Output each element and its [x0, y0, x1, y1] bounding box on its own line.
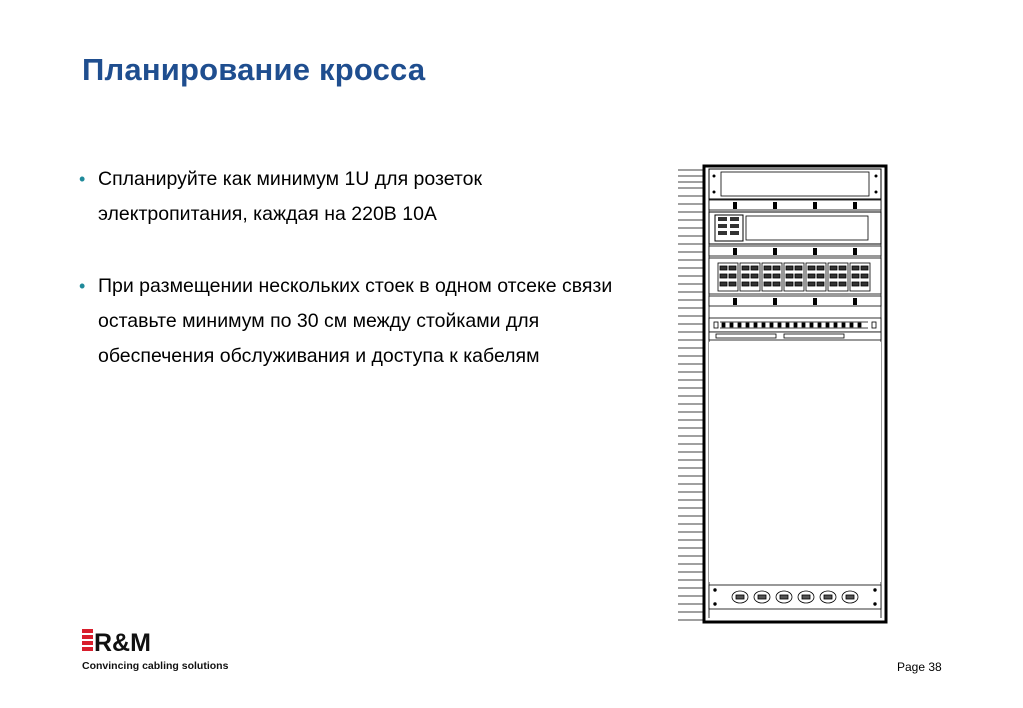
rack-unit-cable-manager: [709, 200, 881, 210]
rack-unit-patch-panel: [709, 258, 881, 294]
rack-unit-blank-panel: [709, 169, 881, 199]
page-number: Page 38: [897, 660, 942, 674]
bullet-item-spacing: [78, 269, 618, 374]
logo-text: R&M: [94, 629, 151, 656]
rack-diagram: [676, 160, 892, 625]
rack-unit-patch-modules: [709, 212, 881, 244]
company-tagline: Convincing cabling solutions: [82, 660, 229, 672]
slide-title: Планирование кросса: [82, 52, 426, 87]
rack-mounting-rail: [678, 170, 704, 620]
bullet-list: [78, 162, 618, 374]
rack-unit-port-strip: [709, 318, 881, 340]
bullet-item-power: [78, 162, 618, 232]
rm-logo: [82, 626, 182, 656]
rack-unit-cable-manager: [709, 296, 881, 306]
rack-unit-cable-manager: [709, 246, 881, 256]
rack-empty-space: [709, 342, 881, 582]
bullet-text-power: Спланируйте как минимум 1U для розеток электропитания, каждая на 220В 10А: [98, 168, 483, 225]
rack-unit-power-outlets: [709, 585, 881, 609]
bullet-text-spacing: При размещении нескольких стоек в одном отсеке связи оставьте минимум по 30 см между стойками для обеспечения обслуживания и доступа к кабелям: [98, 275, 613, 367]
bullet-dot-icon: •: [79, 169, 86, 189]
bullet-dot-icon: •: [79, 276, 86, 296]
